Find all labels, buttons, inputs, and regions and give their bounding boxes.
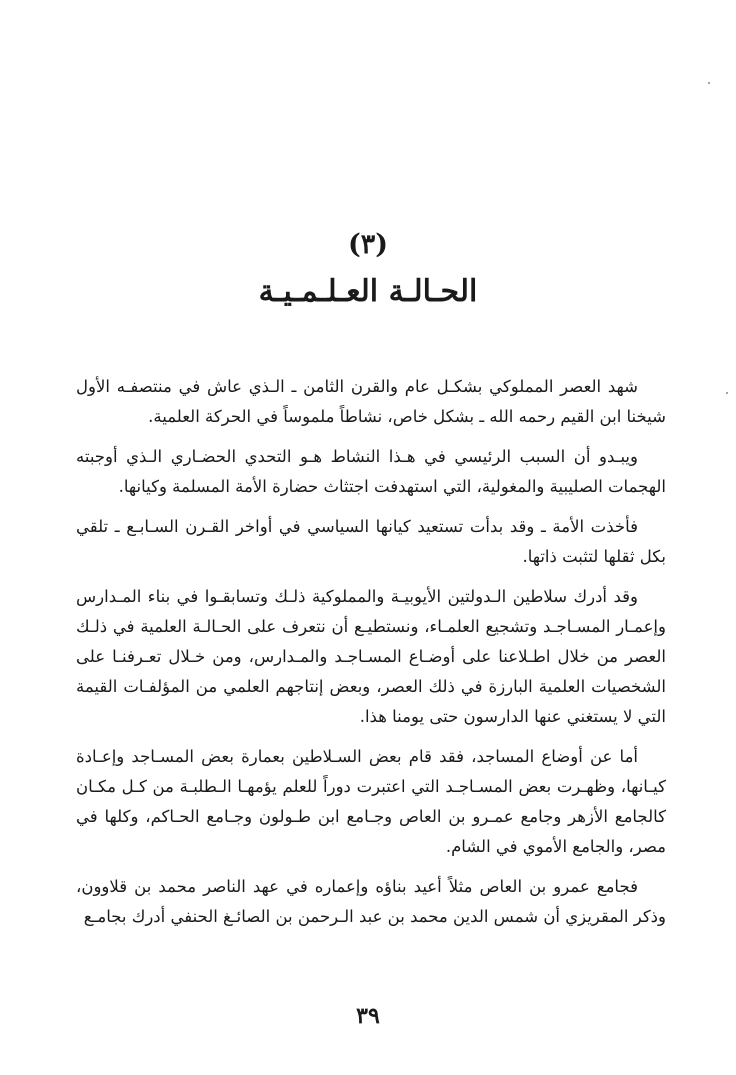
paragraph: شهد العصر المملوكي بشكـل عام والقرن الثامن ـ الـذي عاش في منتصفـه الأول شيخنا ابن القيم رحمه الله ـ بشكل خاص، نشاطاً ملموساً في الحركة العلمية. [76, 377, 666, 426]
paragraph: ويبـدو أن السبب الرئيسي في هـذا النشاط هـو التحدي الحضـاري الـذي أوجبته الهجمات الصليبية والمغولية، التي استهدفت اجتثاث حضارة الأمة المسلمة وكيانها. [76, 447, 666, 496]
paragraph: وقد أدرك سلاطين الـدولتين الأيوبيـة والمملوكية ذلـك وتسابقـوا في بناء المـدارس وإعمـار المسـاجـد وتشجيع العلمـاء، ونستطيـع أن نتعرف على الحـالـة العلمية في ذلـك العصر من خلال اطـلاعنا على أوضـاع المسـاجـد والمـدارس، ومن خـلال تعـرفنـا على الشخصيات العلمية البارزة في ذلك العصر، وبعض إنتاجهم العلمي من المؤلفـات القيمة التي لا يستغني عنها الدارسون حتى يومنا هذا. [76, 587, 666, 726]
paragraph: فجامع عمرو بن العاص مثلاً أعيد بناؤه وإعماره في عهد الناصر محمد بن قلاوون، وذكر المقريزي أن شمس الدين محمد بن عبد الـرحمن بن الصائـغ الحنفي أدرك بجامـع [76, 877, 666, 926]
chapter-number: (٣) [347, 229, 389, 260]
chapter-title: الحـالـة العـلـمـيـة [258, 274, 478, 309]
page-number: ٣٩ [356, 1003, 380, 1029]
paragraph: فأخذت الأمة ـ وقد بدأت تستعيد كيانها السياسي في أواخر القـرن السـابـع ـ تلقي بكل ثقلها لتثبت ذاتها. [76, 517, 666, 566]
scan-speck [726, 392, 728, 394]
scan-speck [708, 82, 710, 84]
paragraph: أما عن أوضاع المساجد، فقد قام بعض السـلاطين بعمارة بعض المسـاجد وإعـادة كيـانها، وظهـرت بعض المسـاجـد التي اعتبرت دوراً للعلم يؤمهـا الـطلبـة من كـل مكـان كالجامع الأزهر وجامع عمـرو بن العاص وجـامع ابن طـولون وجـامع الحـاكم، وكلها في مصر، والجامع الأموي في الشام. [76, 747, 666, 856]
body-text [76, 372, 666, 942]
